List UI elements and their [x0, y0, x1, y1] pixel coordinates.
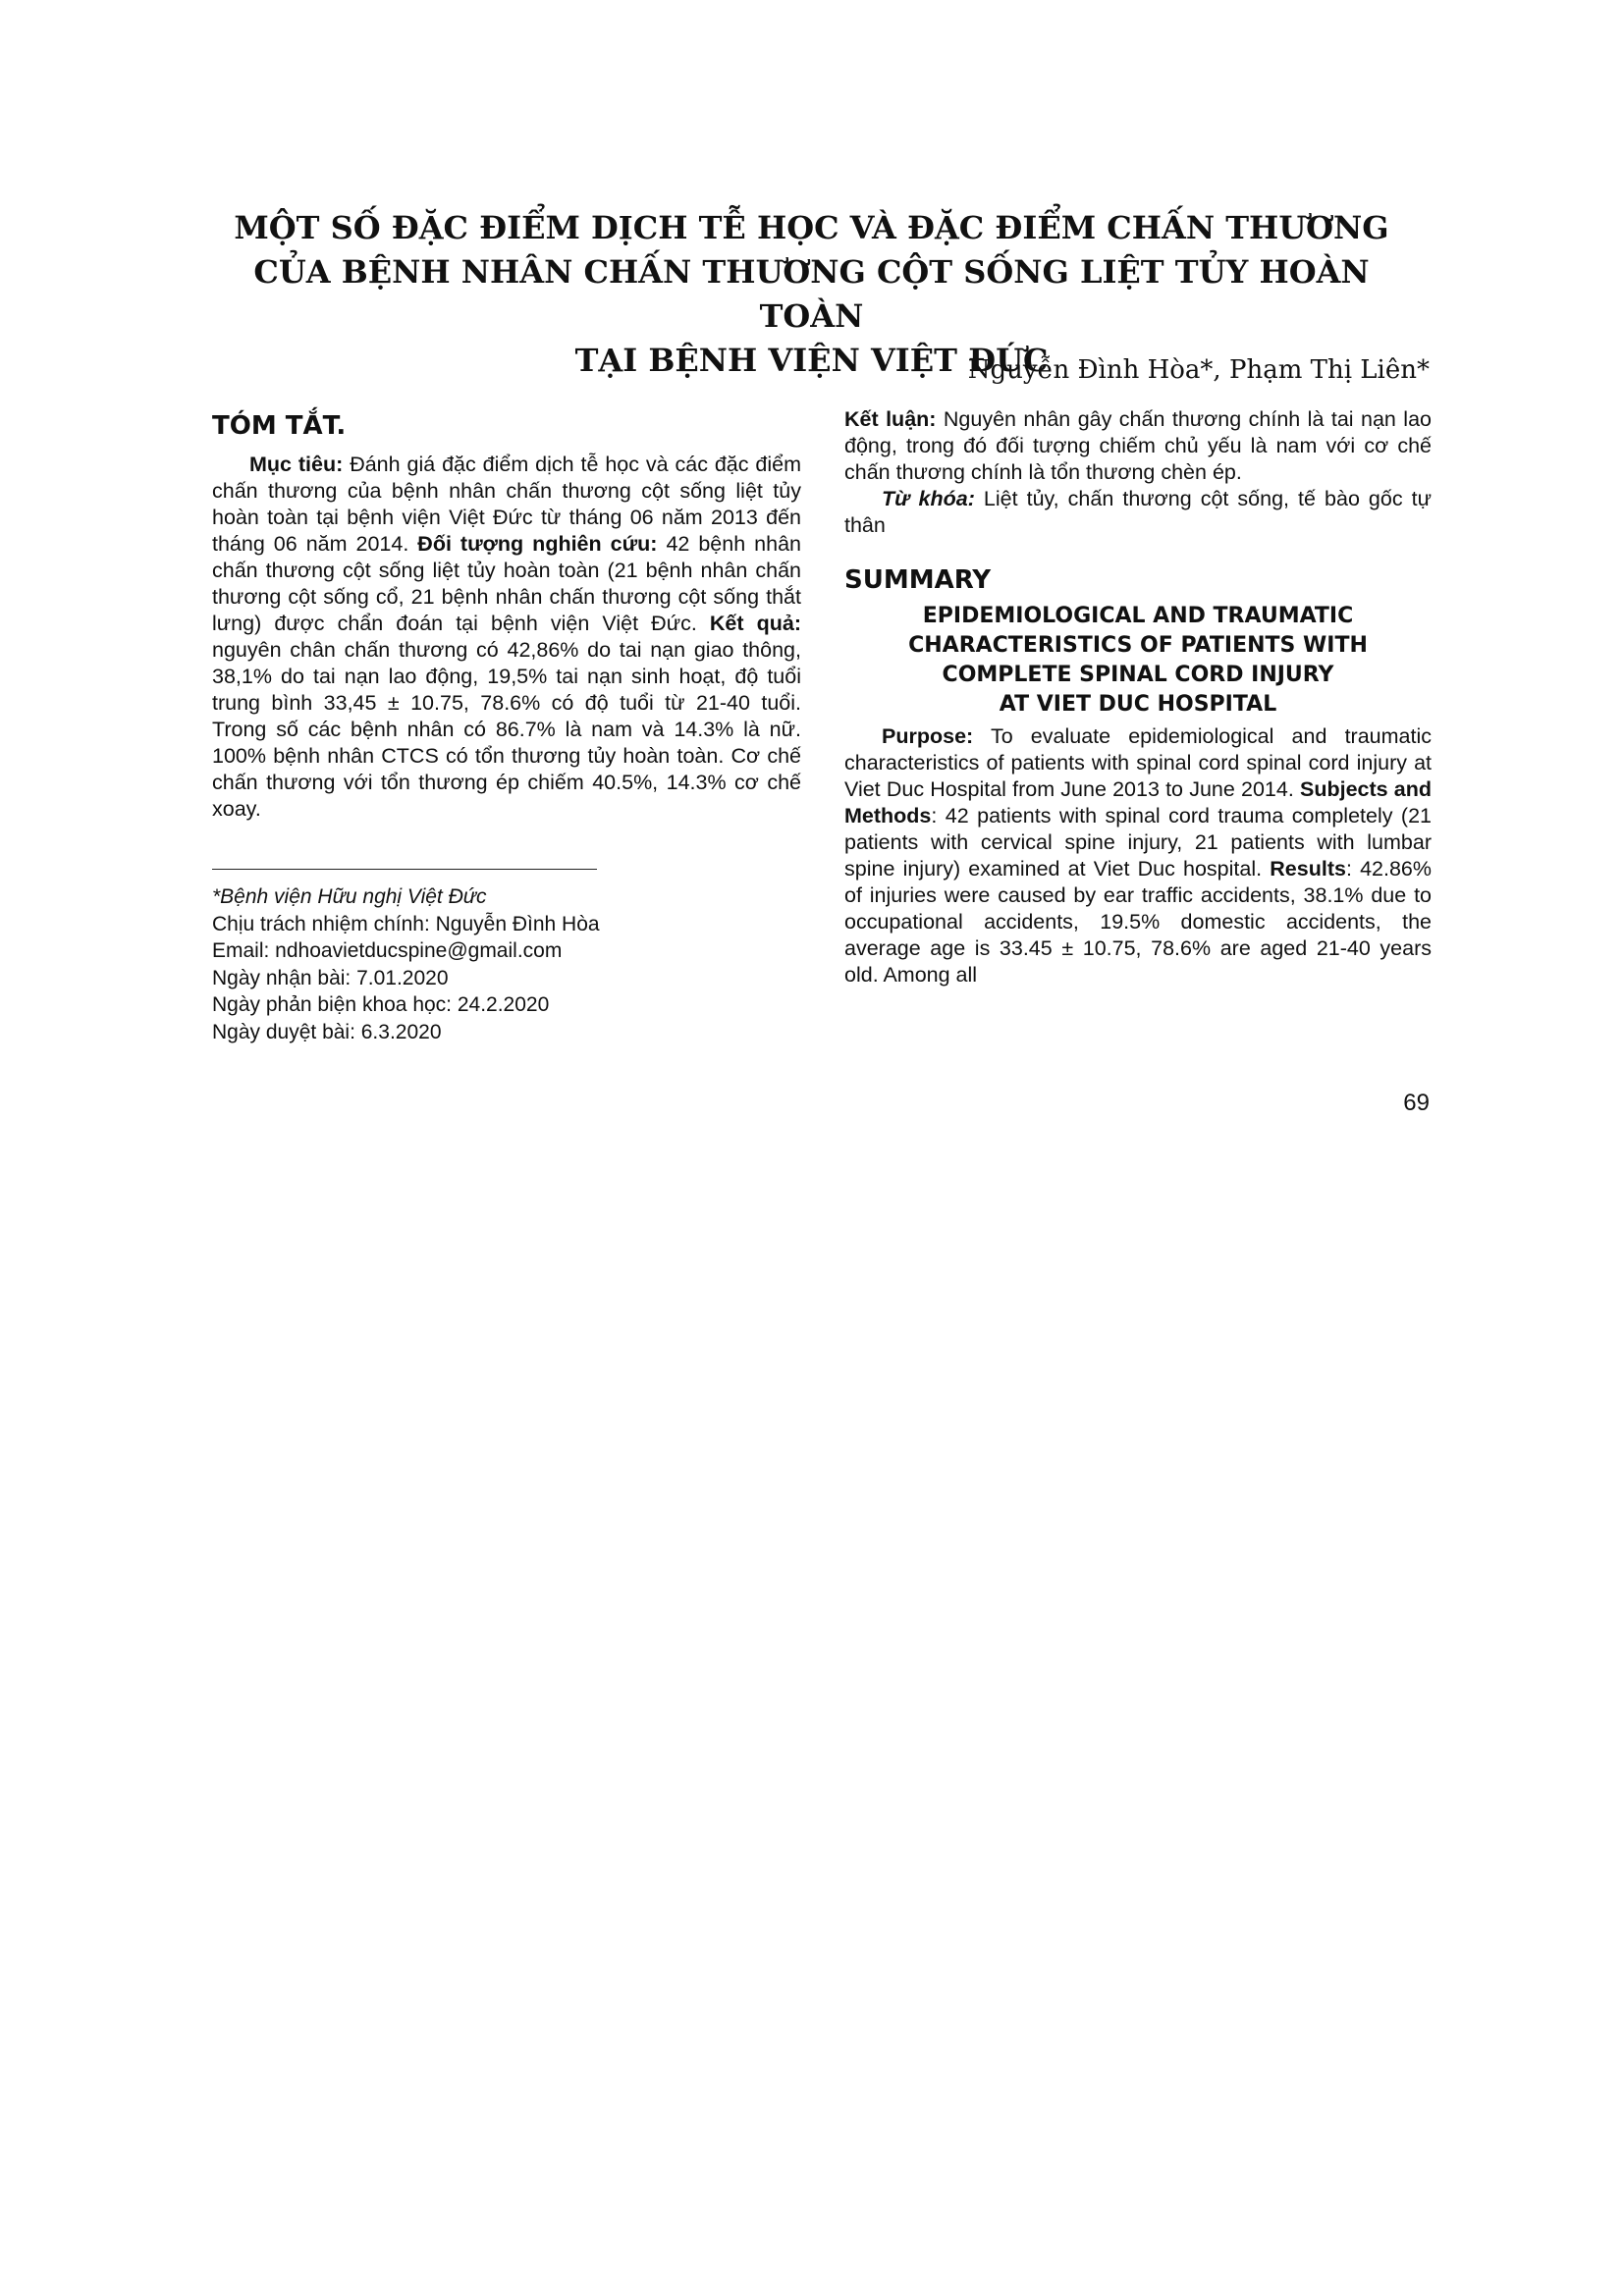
en-results-text: : 42.86% of injuries were caused by ear traffic accidents, 38.1% due to occupational accidents, 19.5% domestic accidents, the average age is 33.45 ± 10.75, 78.6% are aged 21-40 years old. Among all: [844, 857, 1433, 987]
subjects-label: Đối tượng nghiên cứu:: [417, 532, 658, 556]
author-list: Nguyễn Đình Hòa*, Phạm Thị Liên*: [967, 355, 1430, 385]
footnotes: [212, 883, 801, 1045]
received-date: Ngày nhận bài: 7.01.2020: [212, 966, 449, 989]
abstract-heading: TÓM TẮT.: [212, 411, 347, 441]
footnote-divider: [212, 869, 597, 870]
summary-body: [844, 723, 1432, 988]
methods-text: : 42 patients with spinal cord trauma completely (21 patients with cervical spine injury, 21 patients with lumbar spine injury) examined at Viet Duc hospital.: [844, 804, 1432, 881]
article-title-line: TẠI BỆNH VIỆN VIỆT ĐỨC: [574, 342, 1049, 379]
objective-label: Mục tiêu:: [249, 453, 344, 476]
responsible-author: Chịu trách nhiệm chính: Nguyễn Đình Hòa: [212, 912, 600, 935]
contact-email: Email: ndhoavietducspine@gmail.com: [212, 939, 563, 962]
english-title-line: AT VIET DUC HOSPITAL: [999, 692, 1277, 717]
article-title-line: CỦA BỆNH NHÂN CHẤN THƯƠNG CỘT SỐNG LIỆT TỦY HOÀN TOÀN: [253, 253, 1370, 335]
page-number: 69: [1403, 1090, 1430, 1116]
methods-label: Subjects and Methods: [844, 777, 1432, 828]
abstract-body: [212, 452, 801, 823]
english-title-line: EPIDEMIOLOGICAL AND TRAUMATIC: [922, 604, 1354, 628]
accepted-date: Ngày duyệt bài: 6.3.2020: [212, 1020, 442, 1043]
purpose-text: To evaluate epidemiological and traumatic characteristics of patients with spinal cord spinal cord injury at Viet Duc Hospital from June 2013 to June 2014.: [844, 724, 1432, 801]
right-column: [844, 406, 1432, 988]
keywords-text: Liệt tủy, chấn thương cột sống, tế bào gốc tự thân: [844, 487, 1432, 537]
affiliation-note: *Bệnh viện Hữu nghị Việt Đức: [212, 885, 487, 908]
english-title-line: COMPLETE SPINAL CORD INJURY: [942, 663, 1334, 687]
english-title: [844, 602, 1432, 720]
keywords-label: Từ khóa:: [882, 487, 975, 510]
conclusion-text: Nguyên nhân gây chấn thương chính là tai nạn lao động, trong đó đối tượng chiếm chủ yếu là nam với cơ chế chấn thương chính là tổn thương chèn ép.: [844, 407, 1432, 484]
keywords: [844, 486, 1432, 539]
conclusion-label: Kết luận:: [844, 407, 937, 431]
vietnamese-abstract: [212, 410, 801, 823]
article-title-line: MỘT SỐ ĐẶC ĐIỂM DỊCH TỄ HỌC VÀ ĐẶC ĐIỂM CHẤN THƯƠNG: [234, 209, 1389, 246]
objective-text: Đánh giá đặc điểm dịch tễ học và các đặc điểm chấn thương của bệnh nhân chấn thương cột sống liệt tủy hoàn toàn tại bệnh viện Việt Đức từ tháng 06 năm 2013 đến tháng 06 năm 2014.: [212, 453, 802, 556]
results-text: nguyên chân chấn thương có 42,86% do tai nạn giao thông, 38,1% do tai nạn lao động, 19,5% tai nạn sinh hoạt, độ tuổi trung bình 33,45 ± 10.75, 78.6% có độ tuổi từ 21-40 tuổi. Trong số các bệnh nhân có 86.7% là nam và 14.3% là nữ. 100% bệnh nhân CTCS có tổn thương tủy hoàn toàn. Cơ chế chấn thương với tổn thương ép chiếm 40.5%, 14.3% cơ chế xoay.: [212, 638, 801, 821]
subjects-text: 42 bệnh nhân chấn thương cột sống liệt tủy hoàn toàn (21 bệnh nhân chấn thương cột sống cổ, 21 bệnh nhân chấn thương cột sống thắt lưng) được chẩn đoán tại bệnh viện Việt Đức.: [212, 532, 801, 635]
english-title-line: CHARACTERISTICS OF PATIENTS WITH: [908, 633, 1368, 658]
en-results-label: Results: [1270, 857, 1346, 881]
summary-heading: SUMMARY: [844, 565, 992, 595]
review-date: Ngày phản biện khoa học: 24.2.2020: [212, 993, 550, 1016]
abstract-continuation: [844, 406, 1432, 486]
purpose-label: Purpose:: [882, 724, 974, 748]
results-label: Kết quả:: [709, 612, 801, 635]
